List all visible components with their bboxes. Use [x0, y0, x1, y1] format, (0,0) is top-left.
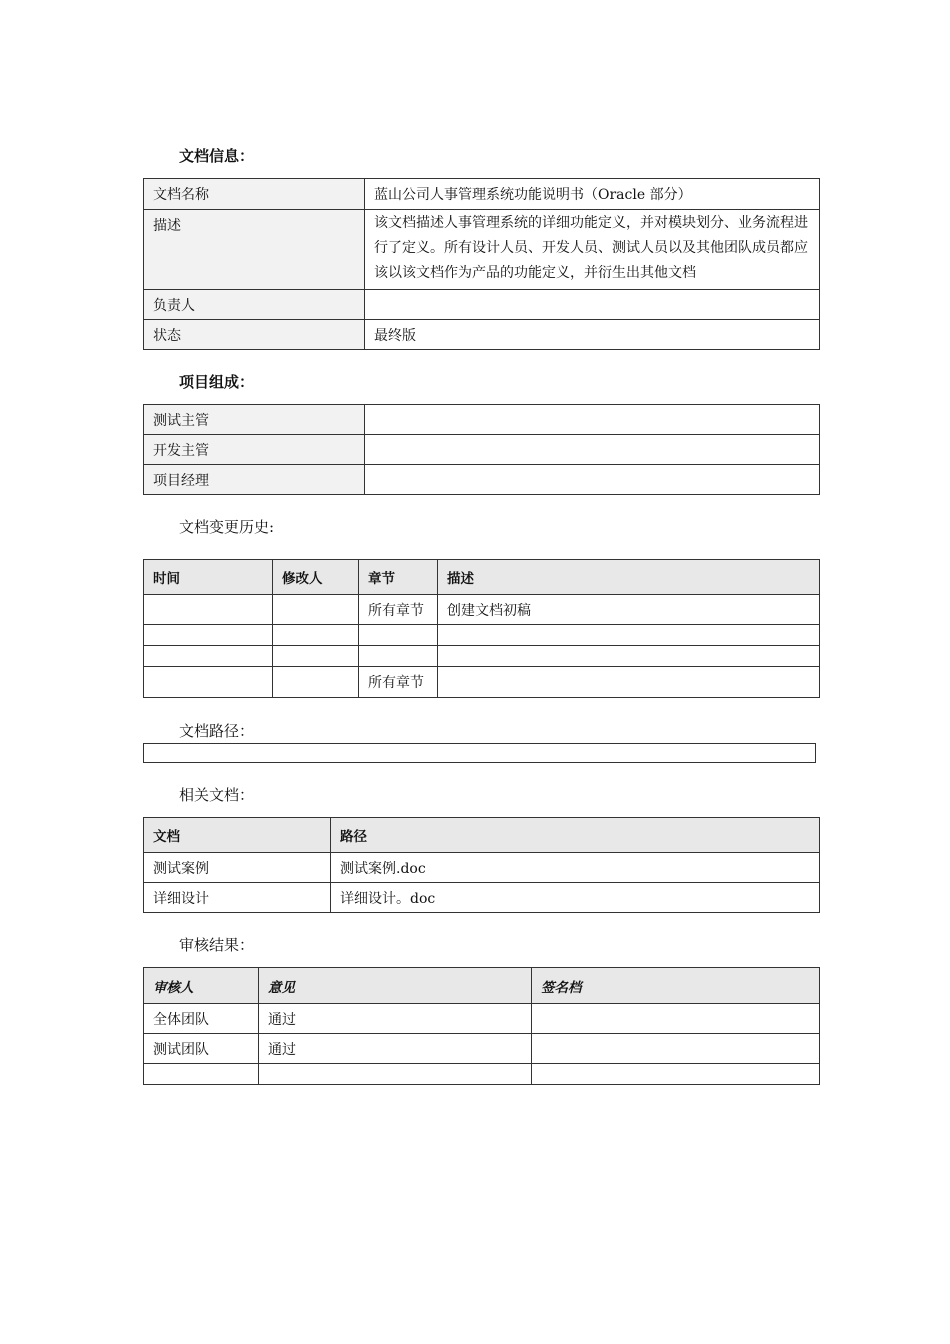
status-value: 最终版: [365, 320, 820, 350]
table-row: [144, 625, 820, 646]
table-cell: [438, 646, 820, 667]
table-cell: [359, 646, 438, 667]
table-row: [144, 435, 820, 465]
doc-name-label: 文档名称: [144, 179, 365, 210]
related-docs-heading: 相关文档：: [179, 786, 255, 804]
table-row: [144, 320, 820, 350]
table-cell: 测试团队: [144, 1034, 259, 1064]
test-lead-value: [365, 405, 820, 435]
table-cell: [144, 646, 273, 667]
table-cell: 通过: [259, 1004, 532, 1034]
owner-label: 负责人: [144, 290, 365, 320]
doc-info-heading: 文档信息：: [179, 147, 255, 165]
dev-lead-label: 开发主管: [144, 435, 365, 465]
table-cell: 全体团队: [144, 1004, 259, 1034]
table-cell: 所有章节: [359, 667, 438, 698]
table-cell: [273, 595, 359, 625]
doc-info-table: [143, 178, 820, 350]
table-cell: [273, 646, 359, 667]
description-value: 该文档描述人事管理系统的详细功能定义，并对模块划分、业务流程进行了定义。所有设计人员、开发人员、测试人员以及其他团队成员都应该以该文档作为产品的功能定义，并衍生出其他文档: [365, 210, 820, 290]
column-header-time: 时间: [144, 560, 273, 595]
description-label: 描述: [144, 210, 365, 290]
table-cell: 详细设计。doc: [331, 883, 820, 913]
table-cell: [144, 625, 273, 646]
table-header-row: [144, 968, 820, 1004]
table-row: [144, 883, 820, 913]
change-history-table: [143, 559, 820, 698]
review-table: [143, 967, 820, 1085]
table-row: [144, 853, 820, 883]
table-header-row: [144, 818, 820, 853]
dev-lead-value: [365, 435, 820, 465]
project-manager-label: 项目经理: [144, 465, 365, 495]
column-header-path: 路径: [331, 818, 820, 853]
column-header-reviewer: 审核人: [144, 968, 259, 1004]
table-cell: 测试案例.doc: [331, 853, 820, 883]
table-cell: [359, 625, 438, 646]
column-header-section: 章节: [359, 560, 438, 595]
column-header-description: 描述: [438, 560, 820, 595]
table-cell: [273, 667, 359, 698]
table-cell: [438, 667, 820, 698]
table-cell: [259, 1064, 532, 1085]
table-row: [144, 405, 820, 435]
table-cell: [144, 595, 273, 625]
table-row: [144, 667, 820, 698]
doc-path-heading: 文档路径：: [179, 722, 255, 740]
doc-path-box: [143, 743, 816, 763]
table-cell: 测试案例: [144, 853, 331, 883]
doc-name-value: 蓝山公司人事管理系统功能说明书（Oracle 部分）: [365, 179, 820, 210]
table-row: [144, 1034, 820, 1064]
project-manager-value: [365, 465, 820, 495]
table-cell: [273, 625, 359, 646]
table-row: [144, 1004, 820, 1034]
table-cell: 创建文档初稿: [438, 595, 820, 625]
table-header-row: [144, 560, 820, 595]
status-label: 状态: [144, 320, 365, 350]
project-team-heading: 项目组成：: [179, 373, 255, 391]
review-heading: 审核结果：: [179, 936, 255, 954]
table-row: [144, 179, 820, 210]
table-cell: 通过: [259, 1034, 532, 1064]
related-docs-table: [143, 817, 820, 913]
table-row: [144, 1064, 820, 1085]
column-header-signature: 签名档: [532, 968, 820, 1004]
table-cell: [532, 1034, 820, 1064]
table-cell: 所有章节: [359, 595, 438, 625]
table-cell: [532, 1064, 820, 1085]
table-cell: [438, 625, 820, 646]
change-history-heading: 文档变更历史:: [179, 518, 275, 536]
project-team-table: [143, 404, 820, 495]
test-lead-label: 测试主管: [144, 405, 365, 435]
table-cell: [532, 1004, 820, 1034]
table-row: [144, 646, 820, 667]
table-row: [144, 465, 820, 495]
table-row: [144, 210, 820, 290]
table-cell: [144, 1064, 259, 1085]
column-header-modifier: 修改人: [273, 560, 359, 595]
column-header-opinion: 意见: [259, 968, 532, 1004]
column-header-document: 文档: [144, 818, 331, 853]
owner-value: [365, 290, 820, 320]
table-cell: [144, 667, 273, 698]
table-row: [144, 290, 820, 320]
table-row: [144, 595, 820, 625]
table-cell: 详细设计: [144, 883, 331, 913]
